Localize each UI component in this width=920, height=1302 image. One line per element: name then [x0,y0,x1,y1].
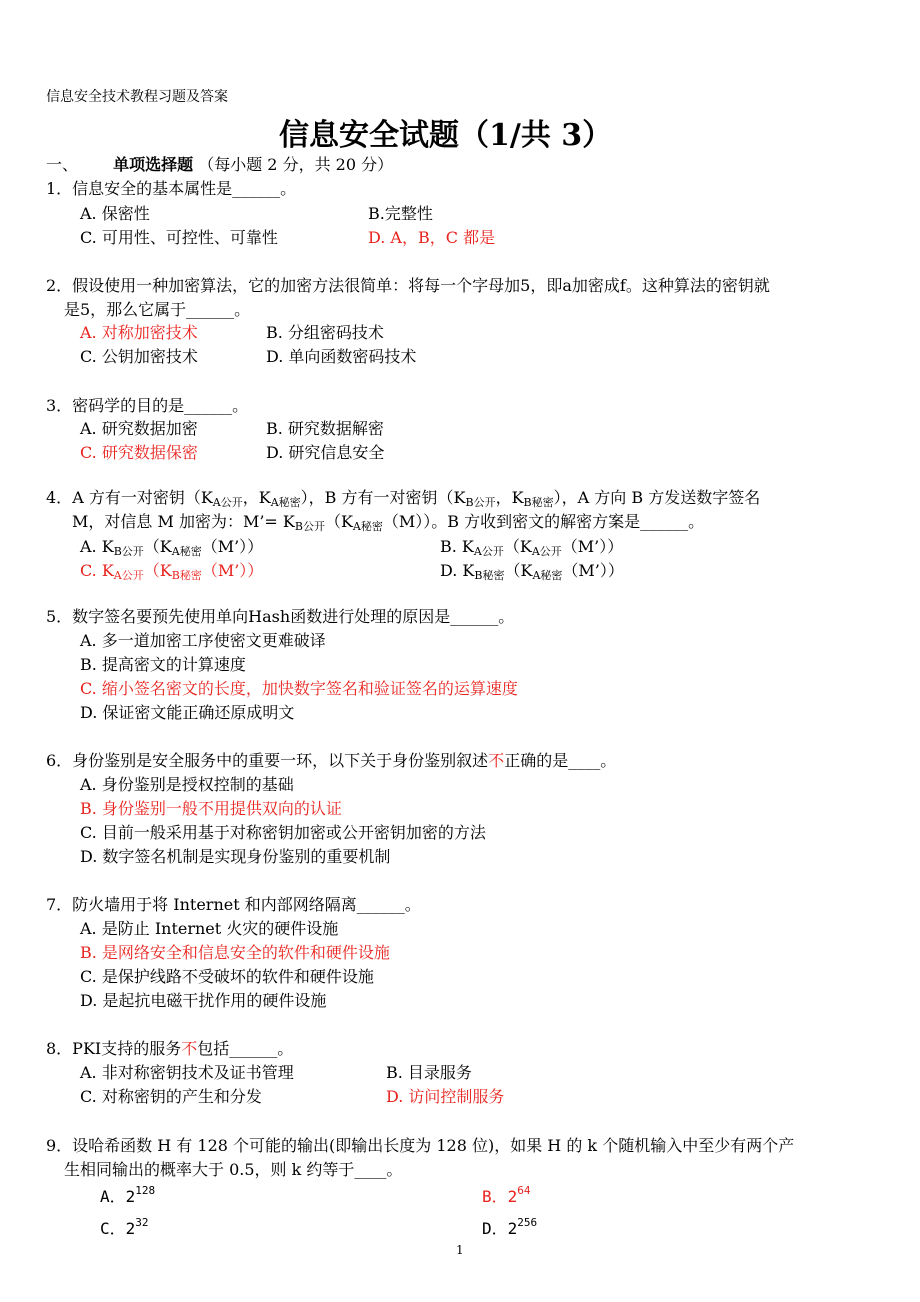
question-8-stem: 8．PKI支持的服务不包括______。 [46,1039,294,1058]
question-3-stem: 3．密码学的目的是______。 [46,396,249,415]
question-6-stem: 6．身份鉴别是安全服务中的重要一环，以下关于身份鉴别叙述不正确的是____。 [46,751,617,770]
q4-option-b: B. $K_{A公开}(K_{A公开}(M’))$ [440,537,624,558]
question-4-stem-line2: M，对信息 M 加密为：M’= $K_{B公开}(K_{A秘密}(M))$。B 方收到密文的解密方案是______。 [72,512,705,533]
q5-option-d: D. 保证密文能正确还原成明文 [80,703,295,722]
q8-option-b: B. 目录服务 [386,1063,472,1082]
question-7-stem: 7．防火墙用于将 Internet 和内部网络隔离______。 [46,895,421,914]
question-9-stem-line2: 生相同输出的概率大于 0.5，则 k 约等于____。 [64,1160,403,1179]
question-2-stem-line1: 2．假设使用一种加密算法，它的加密方法很简单：将每一个字母加5，即a加密成f。这种算法的密钥就 [46,276,770,295]
q1-option-c: C. 可用性、可控性、可靠性 [80,228,278,247]
page-number: 1 [456,1243,464,1257]
q5-option-b: B. 提高密文的计算速度 [80,655,246,674]
q9-option-c: C．$2^{32}$ [100,1216,149,1238]
q9-option-b-answer: B．$2^{64}$ [482,1184,531,1206]
running-title: 信息安全技术教程习题及答案 [46,89,228,105]
question-2-stem-line2: 是5，那么它属于______。 [64,300,251,319]
q7-option-a: A. 是防止 Internet 火灾的硬件设施 [80,919,339,938]
negation-highlight: 不 [181,1039,198,1058]
question-5-stem: 5．数字签名要预先使用单向Hash函数进行处理的原因是______。 [46,607,515,626]
q7-option-b-answer: B. 是网络安全和信息安全的软件和硬件设施 [80,943,390,962]
q6-option-b-answer: B. 身份鉴别一般不用提供双向的认证 [80,799,342,818]
page-title: 信息安全试题（1/共 3） [279,118,613,153]
section-number: 一、 [46,155,79,174]
q4-option-c-answer: C. $K_{A公开}(K_{B秘密}(M’))$ [80,561,264,582]
section-name: 单项选择题 [113,155,194,174]
q5-option-c-answer: C. 缩小签名密文的长度，加快数字签名和验证签名的运算速度 [80,679,518,698]
q2-option-b: B. 分组密码技术 [266,323,384,342]
q6-option-a: A. 身份鉴别是授权控制的基础 [80,775,294,794]
q8-option-a: A. 非对称密钥技术及证书管理 [80,1063,294,1082]
section-heading [46,152,393,175]
q8-option-d-answer: D. 访问控制服务 [386,1087,505,1106]
q1-option-d-answer: D. A，B，C 都是 [368,228,496,247]
q3-option-c-answer: C. 研究数据保密 [80,443,198,462]
q3-option-a: A. 研究数据加密 [80,419,198,438]
negation-highlight: 不 [488,751,505,770]
q6-option-d: D. 数字签名机制是实现身份鉴别的重要机制 [80,847,391,866]
q3-option-d: D. 研究信息安全 [266,443,385,462]
q7-option-d: D. 是起抗电磁干扰作用的硬件设施 [80,991,327,1010]
q3-option-b: B. 研究数据解密 [266,419,384,438]
q1-option-b: B.完整性 [368,204,433,223]
q6-option-c: C. 目前一般采用基于对称密钥加密或公开密钥加密的方法 [80,823,486,842]
section-note: （每小题 2 分，共 20 分） [198,155,394,174]
q7-option-c: C. 是保护线路不受破坏的软件和硬件设施 [80,967,374,986]
q2-option-a-answer: A. 对称加密技术 [80,323,198,342]
q9-option-d: D．$2^{256}$ [482,1216,538,1238]
q1-option-a: A. 保密性 [80,204,150,223]
q8-option-c: C. 对称密钥的产生和分发 [80,1087,262,1106]
question-9-stem-line1: 9．设哈希函数 H 有 128 个可能的输出(即输出长度为 128 位)，如果 H 的 k 个随机输入中至少有两个产 [46,1136,795,1155]
q9-option-a: A．$2^{128}$ [100,1184,156,1206]
q4-option-a: A. $K_{B公开}(K_{A秘密}(M’))$ [80,537,264,558]
q2-option-c: C. 公钥加密技术 [80,347,198,366]
question-4-stem-line1: 4．A 方有一对密钥（$K_{A公开}$，$K_{A秘密}$），B 方有一对密钥（$K_{B公开}$，$K_{B秘密}$），A 方向 B 方发送数字签名 [46,488,761,509]
q4-option-d: D. $K_{B秘密}(K_{A秘密}(M’))$ [440,561,624,582]
question-1-stem: 1．信息安全的基本属性是______。 [46,179,297,198]
q5-option-a: A. 多一道加密工序使密文更难破译 [80,631,326,650]
q2-option-d: D. 单向函数密码技术 [266,347,417,366]
